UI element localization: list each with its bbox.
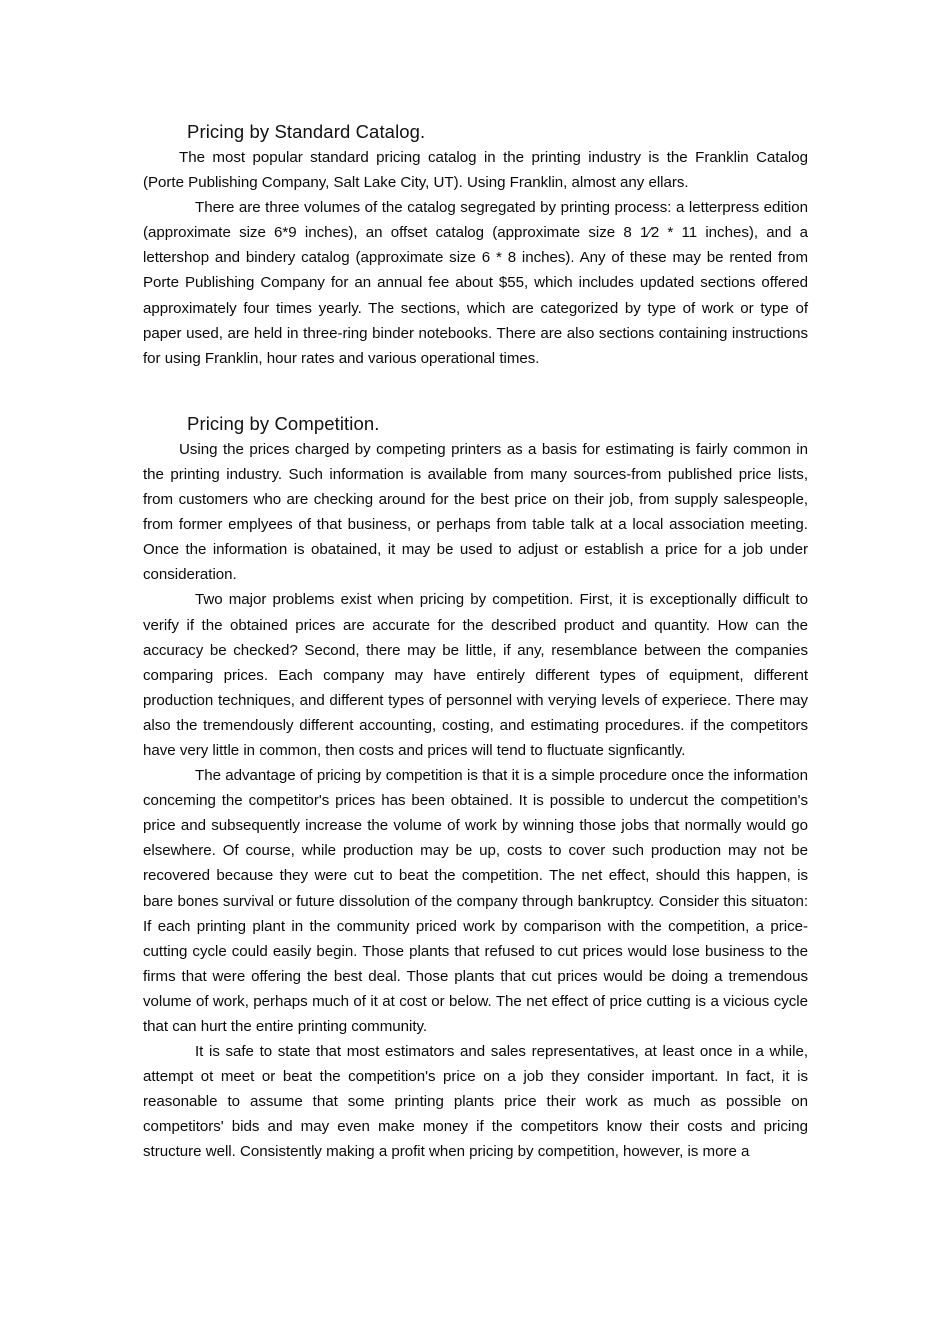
paragraph-catalog-volumes: There are three volumes of the catalog segregated by printing process: a letterpress edition (approximate size 6*9 inches), an offset catalog (approximate size 8 1⁄2 * 11 inches), and a lettershop and bindery catalog (approximate size 6 * 8 inches). Any of these may be rented from Porte Publishing Company for an annual fee about $55, which includes updated sections offered approximately four times yearly. The sections, which are categorized by type of work or type of paper used, are held in three-ring binder notebooks. There are also sections containing instructions for using Franklin, hour rates and various operational times.	[143, 199, 808, 367]
section-heading-pricing-by-standard-catalog: Pricing by Standard Catalog.	[187, 121, 426, 142]
paragraph-estimators-and-sales-representatives: It is safe to state that most estimators and sales representatives, at least once in a while, attempt ot meet or beat the competition's price on a job they consider important. In fact, it is reasonable to assume that some printing plants price their work as much as possible on competitors' bids and may even make money if the competitors know their costs and pricing structure well. Consistently making a profit when pricing by competition, however, is more a	[143, 1043, 808, 1161]
section-1	[143, 119, 808, 145]
paragraph-franklin-catalog-intro: The most popular standard pricing catalog in the printing industry is the Franklin Catalog (Porte Publishing Company, Salt Lake City, UT). Using Franklin, almost any ellars.	[143, 149, 808, 192]
paragraph-competing-printer-prices: Using the prices charged by competing printers as a basis for estimating is fairly common in the printing industry. Such information is available from many sources-from published price lists, from customers who are checking around for the best price on their job, from supply salespeople, from former emplyees of that business, or perhaps from table talk at a local association meeting. Once the information is obatained, it may be used to adjust or establish a price for a job under consideration.	[143, 440, 808, 584]
document-text-column	[143, 0, 808, 1165]
paragraph-two-major-problems: Two major problems exist when pricing by competition. First, it is exceptionally difficult to verify if the obtained prices are accurate for the described product and quantity. How can the accuracy be checked? Second, there may be little, if any, resemblance between the companies comparing prices. Each company may have entirely different types of equipment, different production techniques, and different types of personnel with verying levels of experiece. There may also the tremendously different accounting, costing, and estimating procedures. if the competitors have very little in common, then costs and prices will tend to fluctuate signficantly.	[143, 591, 808, 759]
section-heading-pricing-by-competition: Pricing by Competition.	[187, 412, 380, 434]
paragraph-advantage-of-pricing-by-competition: The advantage of pricing by competition is that it is a simple procedure once the information conceming the competitor's prices has been obtained. It is possible to undercut the competition's price and subsequently increase the volume of work by winning those jobs that normally would go elsewhere. Of course, while production may be up, costs to cover such production may not be recovered because they were cut to beat the competition. The net effect, should this happen, is bare bones survival or future dissolution of the company through bankruptcy. Consider this situaton: If each printing plant in the community priced work by comparison with the competition, a price-cutting cycle could easily begin. Those plants that refused to cut prices would lose business to the firms that were offering the best deal. Those plants that cut prices would be doing a tremendous volume of work, perhaps much of it at cost or below. The net effect of price cutting is a vicious cycle that can hurt the entire printing community.	[143, 767, 808, 1035]
section-2	[143, 411, 808, 437]
